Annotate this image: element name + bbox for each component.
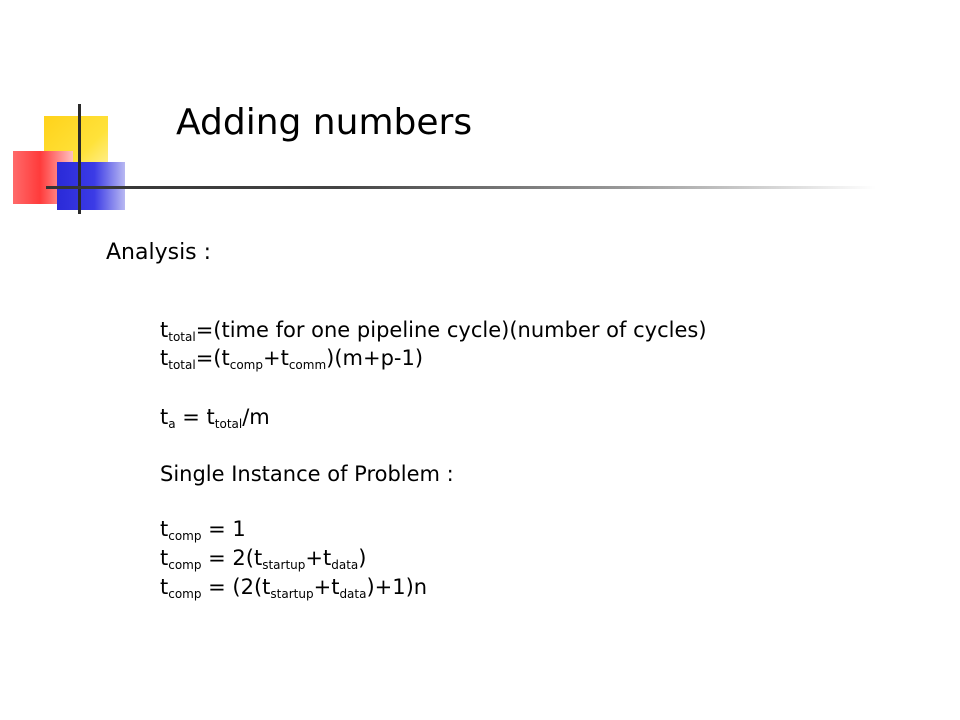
eq5-plus: +t <box>305 546 332 570</box>
eq4-t: t <box>160 517 169 541</box>
eq3-rest: /m <box>242 405 270 429</box>
eq5-t: t <box>160 546 169 570</box>
equation-comp-two <box>160 544 366 572</box>
single-instance-heading: Single Instance of Problem : <box>160 462 454 486</box>
eq4-rest: = 1 <box>201 517 246 541</box>
eq2-open: =(t <box>195 346 230 370</box>
equation-average-time <box>160 403 270 431</box>
logo-vertical-line <box>78 104 81 214</box>
eq1-sub-total: total <box>168 330 196 344</box>
eq2-rest: )(m+p-1) <box>326 346 424 370</box>
equation-comp-three <box>160 573 427 601</box>
eq3-t: t <box>160 405 169 429</box>
eq1-t: t <box>160 318 169 342</box>
eq2-sub-comm: comm <box>288 358 327 372</box>
title-underline-rule <box>46 186 876 189</box>
eq2-t: t <box>160 346 169 370</box>
section-heading-analysis: Analysis : <box>106 240 212 265</box>
eq5-rest: ) <box>358 546 367 570</box>
eq2-sub-comp: comp <box>229 358 263 372</box>
eq6-plus: +t <box>313 575 340 599</box>
eq3-mid: = t <box>175 405 215 429</box>
eq6-sub-startup: startup <box>270 587 314 601</box>
equation-comp-one <box>160 515 246 543</box>
equation-total-time <box>160 316 707 344</box>
eq2-sub-total: total <box>168 358 196 372</box>
eq5-sub-data: data <box>331 558 359 572</box>
eq6-t: t <box>160 575 169 599</box>
eq3-sub-total: total <box>214 417 243 431</box>
eq1-rest: =(time for one pipeline cycle)(number of cycles) <box>195 318 707 342</box>
eq5-sub-startup: startup <box>262 558 306 572</box>
equation-total-time-expanded <box>160 344 423 372</box>
eq6-sub-data: data <box>339 587 367 601</box>
eq5-sub-comp: comp <box>168 558 202 572</box>
eq3-sub-a: a <box>168 417 176 431</box>
slide-title: Adding numbers <box>176 102 473 143</box>
eq2-plus: +t <box>262 346 289 370</box>
eq6-sub-comp: comp <box>168 587 202 601</box>
eq6-rest: )+1)n <box>366 575 428 599</box>
eq5-open: = 2(t <box>201 546 263 570</box>
eq6-open: = (2(t <box>201 575 271 599</box>
eq4-sub-comp: comp <box>168 529 202 543</box>
